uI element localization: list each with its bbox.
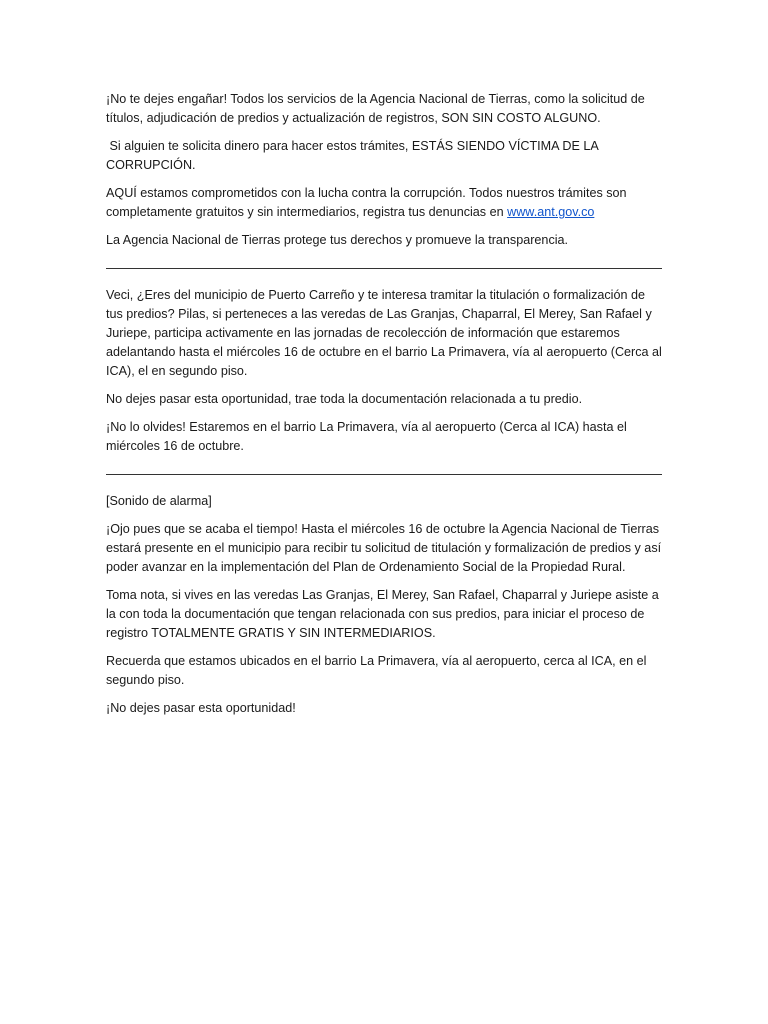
paragraph-sonido-alarma: [Sonido de alarma] [106,494,212,508]
paragraph-no-lo-olvides: ¡No lo olvides! Estaremos en el barrio La Primavera, vía al aeropuerto (Cerca al ICA) hasta el miércoles 16 de octubre. [106,420,627,453]
section-puerto-carreno [106,286,662,456]
denuncias-text: AQUÍ estamos comprometidos con la lucha contra la corrupción. Todos nuestros trámites son completamente gratuitos y sin intermediarios, registra tus denuncias en [106,186,627,219]
paragraph-no-te-dejes-enganar: ¡No te dejes engañar! Todos los servicios de la Agencia Nacional de Tierras, como la solicitud de títulos, adjudicación de predios y actualización de registros, SON SIN COSTO ALGUNO. [106,92,645,125]
paragraph-veci-puerto-carreno: Veci, ¿Eres del municipio de Puerto Carreño y te interesa tramitar la titulación o formalización de tus predios? Pilas, si perteneces a las veredas de Las Granjas, Chaparral, El Merey, San Rafael y Juriepe, participa activamente en las jornadas de recolección de información que estaremos adelantando hasta el miércoles 16 de octubre en el barrio La Primavera, vía al aeropuerto (Cerca al ICA), el en segundo piso. [106,288,662,378]
section-anticorruption [106,90,662,250]
paragraph-no-dejes-pasar: ¡No dejes pasar esta oportunidad! [106,701,296,715]
paragraph-denuncias [106,184,662,222]
paragraph-ojo-tiempo: ¡Ojo pues que se acaba el tiempo! Hasta el miércoles 16 de octubre la Agencia Nacional de Tierras estará presente en el municipio para recibir tu solicitud de titulación y formalización de predios y así poder avanzar en la implementación del Plan de Ordenamiento Social de la Propiedad Rural. [106,522,662,574]
section-alarma [106,492,662,718]
paragraph-trae-documentacion: No dejes pasar esta oportunidad, trae toda la documentación relacionada a tu predio. [106,392,583,406]
paragraph-ubicacion: Recuerda que estamos ubicados en el barrio La Primavera, vía al aeropuerto, cerca al ICA, en el segundo piso. [106,654,647,687]
paragraph-victima-corrupcion: Si alguien te solicita dinero para hacer estos trámites, ESTÁS SIENDO VÍCTIMA DE LA CORRUPCIÓN. [106,139,602,172]
paragraph-toma-nota: Toma nota, si vives en las veredas Las Granjas, El Merey, San Rafael, Chaparral y Juriepe asiste a la con toda la documentación que tengan relacionada con sus predios, para iniciar el proceso de registro TOTALMENTE GRATIS Y SIN INTERMEDIARIOS. [106,588,659,640]
ant-website-link[interactable]: www.ant.gov.co [507,205,595,219]
section-divider-2 [106,474,662,475]
section-divider-1 [106,268,662,269]
document-page [106,90,662,727]
paragraph-transparencia: La Agencia Nacional de Tierras protege tus derechos y promueve la transparencia. [106,233,569,247]
